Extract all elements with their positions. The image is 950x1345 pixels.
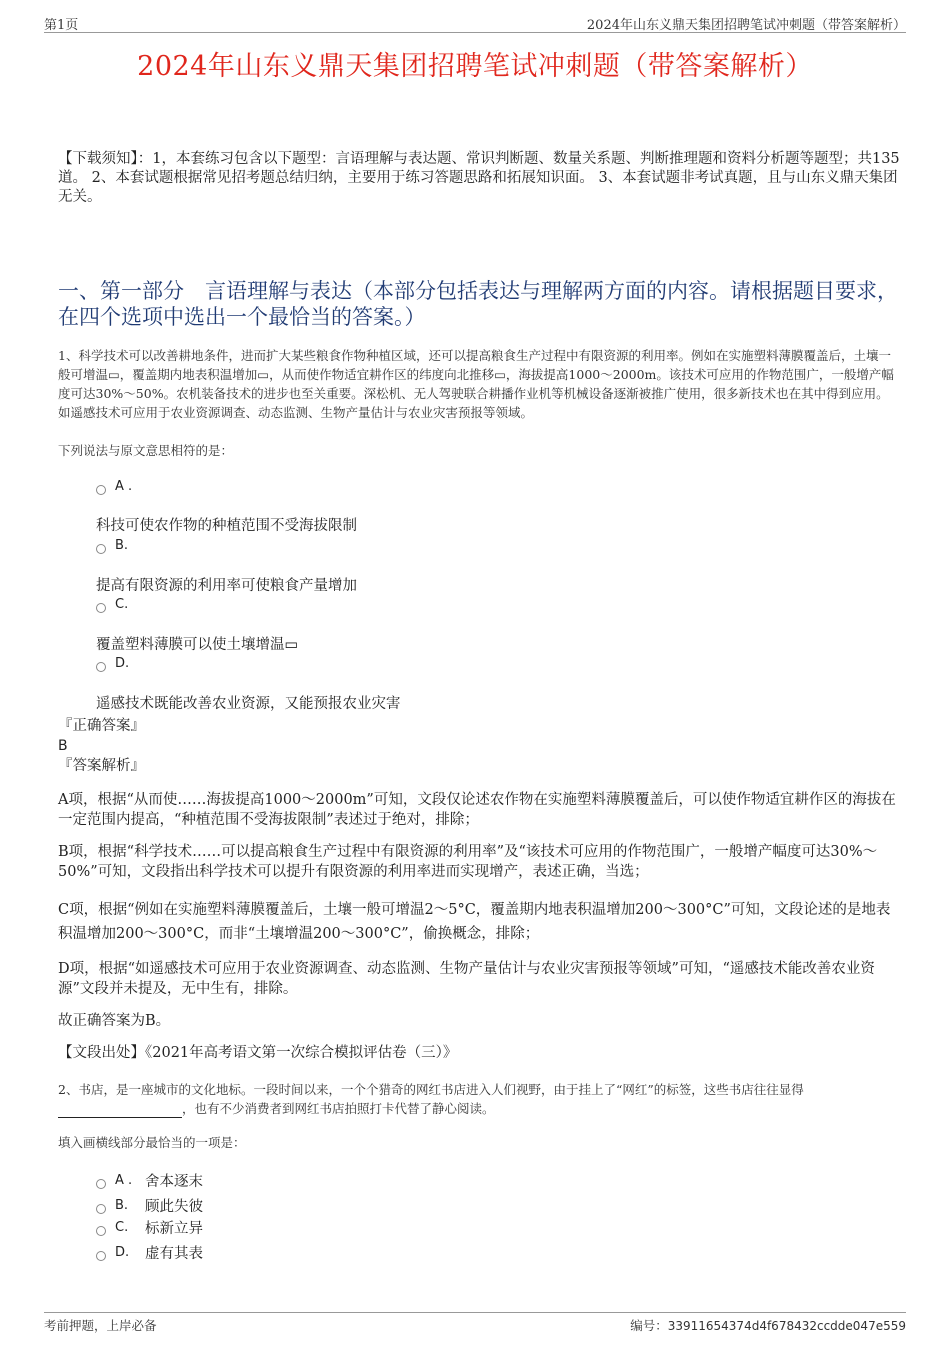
analysis-heading: 『答案解析』: [58, 758, 145, 774]
option-label: C.: [115, 597, 129, 612]
footer-divider: [44, 1312, 906, 1313]
radio-icon[interactable]: [96, 485, 106, 495]
fill-blank: [58, 1105, 182, 1118]
footer-code: [630, 1316, 906, 1334]
q2-option-d[interactable]: [96, 1242, 203, 1263]
header-divider: [44, 32, 906, 33]
q2-prompt: 填入画横线部分最恰当的一项是：: [58, 1135, 246, 1150]
option-label: A .: [115, 1173, 133, 1188]
conclusion: 故正确答案为B。: [58, 1013, 171, 1029]
section-heading: 一、第一部分 言语理解与表达（本部分包括表达与理解两方面的内容。请根据题目要求，在四个选项中选出一个最恰当的答案。）: [58, 279, 898, 329]
download-notice: 【下载须知】：1，本套练习包含以下题型：言语理解与表达题、常识判断题、数量关系题、判断推理题和资料分析题等题型；共135道。 2、本套试题根据常见招考题总结归纳，主要用于练习答题思路和拓展知识面。 3、本套试题非考试真题，且与山东义鼎天集团无关。: [58, 151, 900, 205]
option-text: 顾此失彼: [145, 1199, 203, 1215]
q1-option-b-text: 提高有限资源的利用率可使粮食产量增加: [96, 578, 357, 594]
q2-option-c[interactable]: [96, 1217, 203, 1238]
q2-passage: [58, 1080, 900, 1118]
option-label: B.: [115, 1198, 129, 1213]
analysis-a: A项，根据“从而使……海拔提高1000～2000m”可知，文段仅论述农作物在实施塑料薄膜覆盖后，可以使作物适宜耕作区的海拔在一定范围内提高，“种植范围不受海拔限制”表述过于绝对，排除；: [58, 792, 896, 828]
q1-prompt: 下列说法与原文意思相符的是：: [58, 443, 234, 458]
option-label: B.: [115, 538, 129, 553]
option-text: 虚有其表: [145, 1246, 203, 1262]
page-number: 第1页: [44, 18, 79, 33]
footer-slogan: 考前押题，上岸必备: [44, 1318, 157, 1333]
analysis-c: C项，根据“例如在实施塑料薄膜覆盖后，土壤一般可增温2～5°C，覆盖期内地表积温增加200～300°C”可知，文段论述的是地表积温增加200～300°C，而非“土壤增温200～300°C”，偷换概念，排除；: [58, 902, 891, 942]
q1-option-b[interactable]: [96, 538, 128, 553]
q1-option-d[interactable]: [96, 656, 129, 671]
q1-option-a[interactable]: [96, 479, 132, 494]
source-citation: 【文段出处】《2021年高考语文第一次综合模拟评估卷（三）》: [58, 1045, 458, 1061]
footer-code-value: 33911654374d4f678432ccdde047e559: [667, 1319, 906, 1333]
radio-icon[interactable]: [96, 544, 106, 554]
q2-option-b[interactable]: [96, 1195, 203, 1216]
radio-icon[interactable]: [96, 662, 106, 672]
answer-value: B: [58, 738, 68, 754]
radio-icon[interactable]: [96, 1226, 106, 1236]
q2-passage-part-b: ，也有不少消费者到网红书店拍照打卡代替了静心阅读。: [182, 1101, 495, 1116]
analysis-d: D项，根据“如遥感技术可应用于农业资源调查、动态监测、生物产量估计与农业灾害预报等领域”可知，“遥感技术能改善农业资源”文段并未提及，无中生有，排除。: [58, 961, 875, 997]
option-label: D.: [115, 656, 130, 671]
q1-option-c-text: 覆盖塑料薄膜可以使土壤增温▭: [96, 637, 299, 653]
option-label: D.: [115, 1245, 130, 1260]
q1-passage: 1、科学技术可以改善耕地条件，进而扩大某些粮食作物种植区域，还可以提高粮食生产过程中有限资源的利用率。例如在实施塑料薄膜覆盖后，土壤一般可增温▭，覆盖期内地表积温增加▭，从而使作物适宜耕作区的纬度向北推移▭，海拔提高1000～2000m。该技术可应用的作物范围广，一般增产幅度可达30%～50%。农机装备技术的进步也至关重要。深松机、无人驾驶联合耕播作业机等机械设备逐渐被推广使用，很多新技术也在其中得到应用。如遥感技术可应用于农业资源调查、动态监测、生物产量估计与农业灾害预报等领域。: [58, 348, 894, 420]
page-title: 2024年山东义鼎天集团招聘笔试冲刺题（带答案解析）: [137, 51, 813, 82]
answer-heading: 『正确答案』: [58, 718, 145, 734]
option-text: 舍本逐末: [145, 1174, 203, 1190]
option-label: C.: [115, 1220, 129, 1235]
radio-icon[interactable]: [96, 1204, 106, 1214]
q1-option-c[interactable]: [96, 597, 128, 612]
analysis-b: B项，根据“科学技术……可以提高粮食生产过程中有限资源的利用率”及“该技术可应用的作物范围广，一般增产幅度可达30%～50%”可知，文段指出科学技术可以提升有限资源的利用率进而实现增产，表述正确，当选；: [58, 844, 878, 880]
radio-icon[interactable]: [96, 1251, 106, 1261]
footer-code-label: 编号：: [630, 1318, 668, 1333]
q1-option-d-text: 遥感技术既能改善农业资源，又能预报农业灾害: [96, 696, 401, 712]
radio-icon[interactable]: [96, 1179, 106, 1189]
q1-option-a-text: 科技可使农作物的种植范围不受海拔限制: [96, 518, 357, 534]
radio-icon[interactable]: [96, 603, 106, 613]
header-doc-title: 2024年山东义鼎天集团招聘笔试冲刺题（带答案解析）: [586, 18, 906, 33]
option-text: 标新立异: [145, 1221, 203, 1237]
option-label: A .: [115, 479, 133, 494]
q2-passage-part-a: 2、书店，是一座城市的文化地标。一段时间以来，一个个猎奇的网红书店进入人们视野，由于挂上了“网红”的标签，这些书店往往显得: [58, 1082, 804, 1097]
q2-option-a[interactable]: [96, 1170, 203, 1191]
